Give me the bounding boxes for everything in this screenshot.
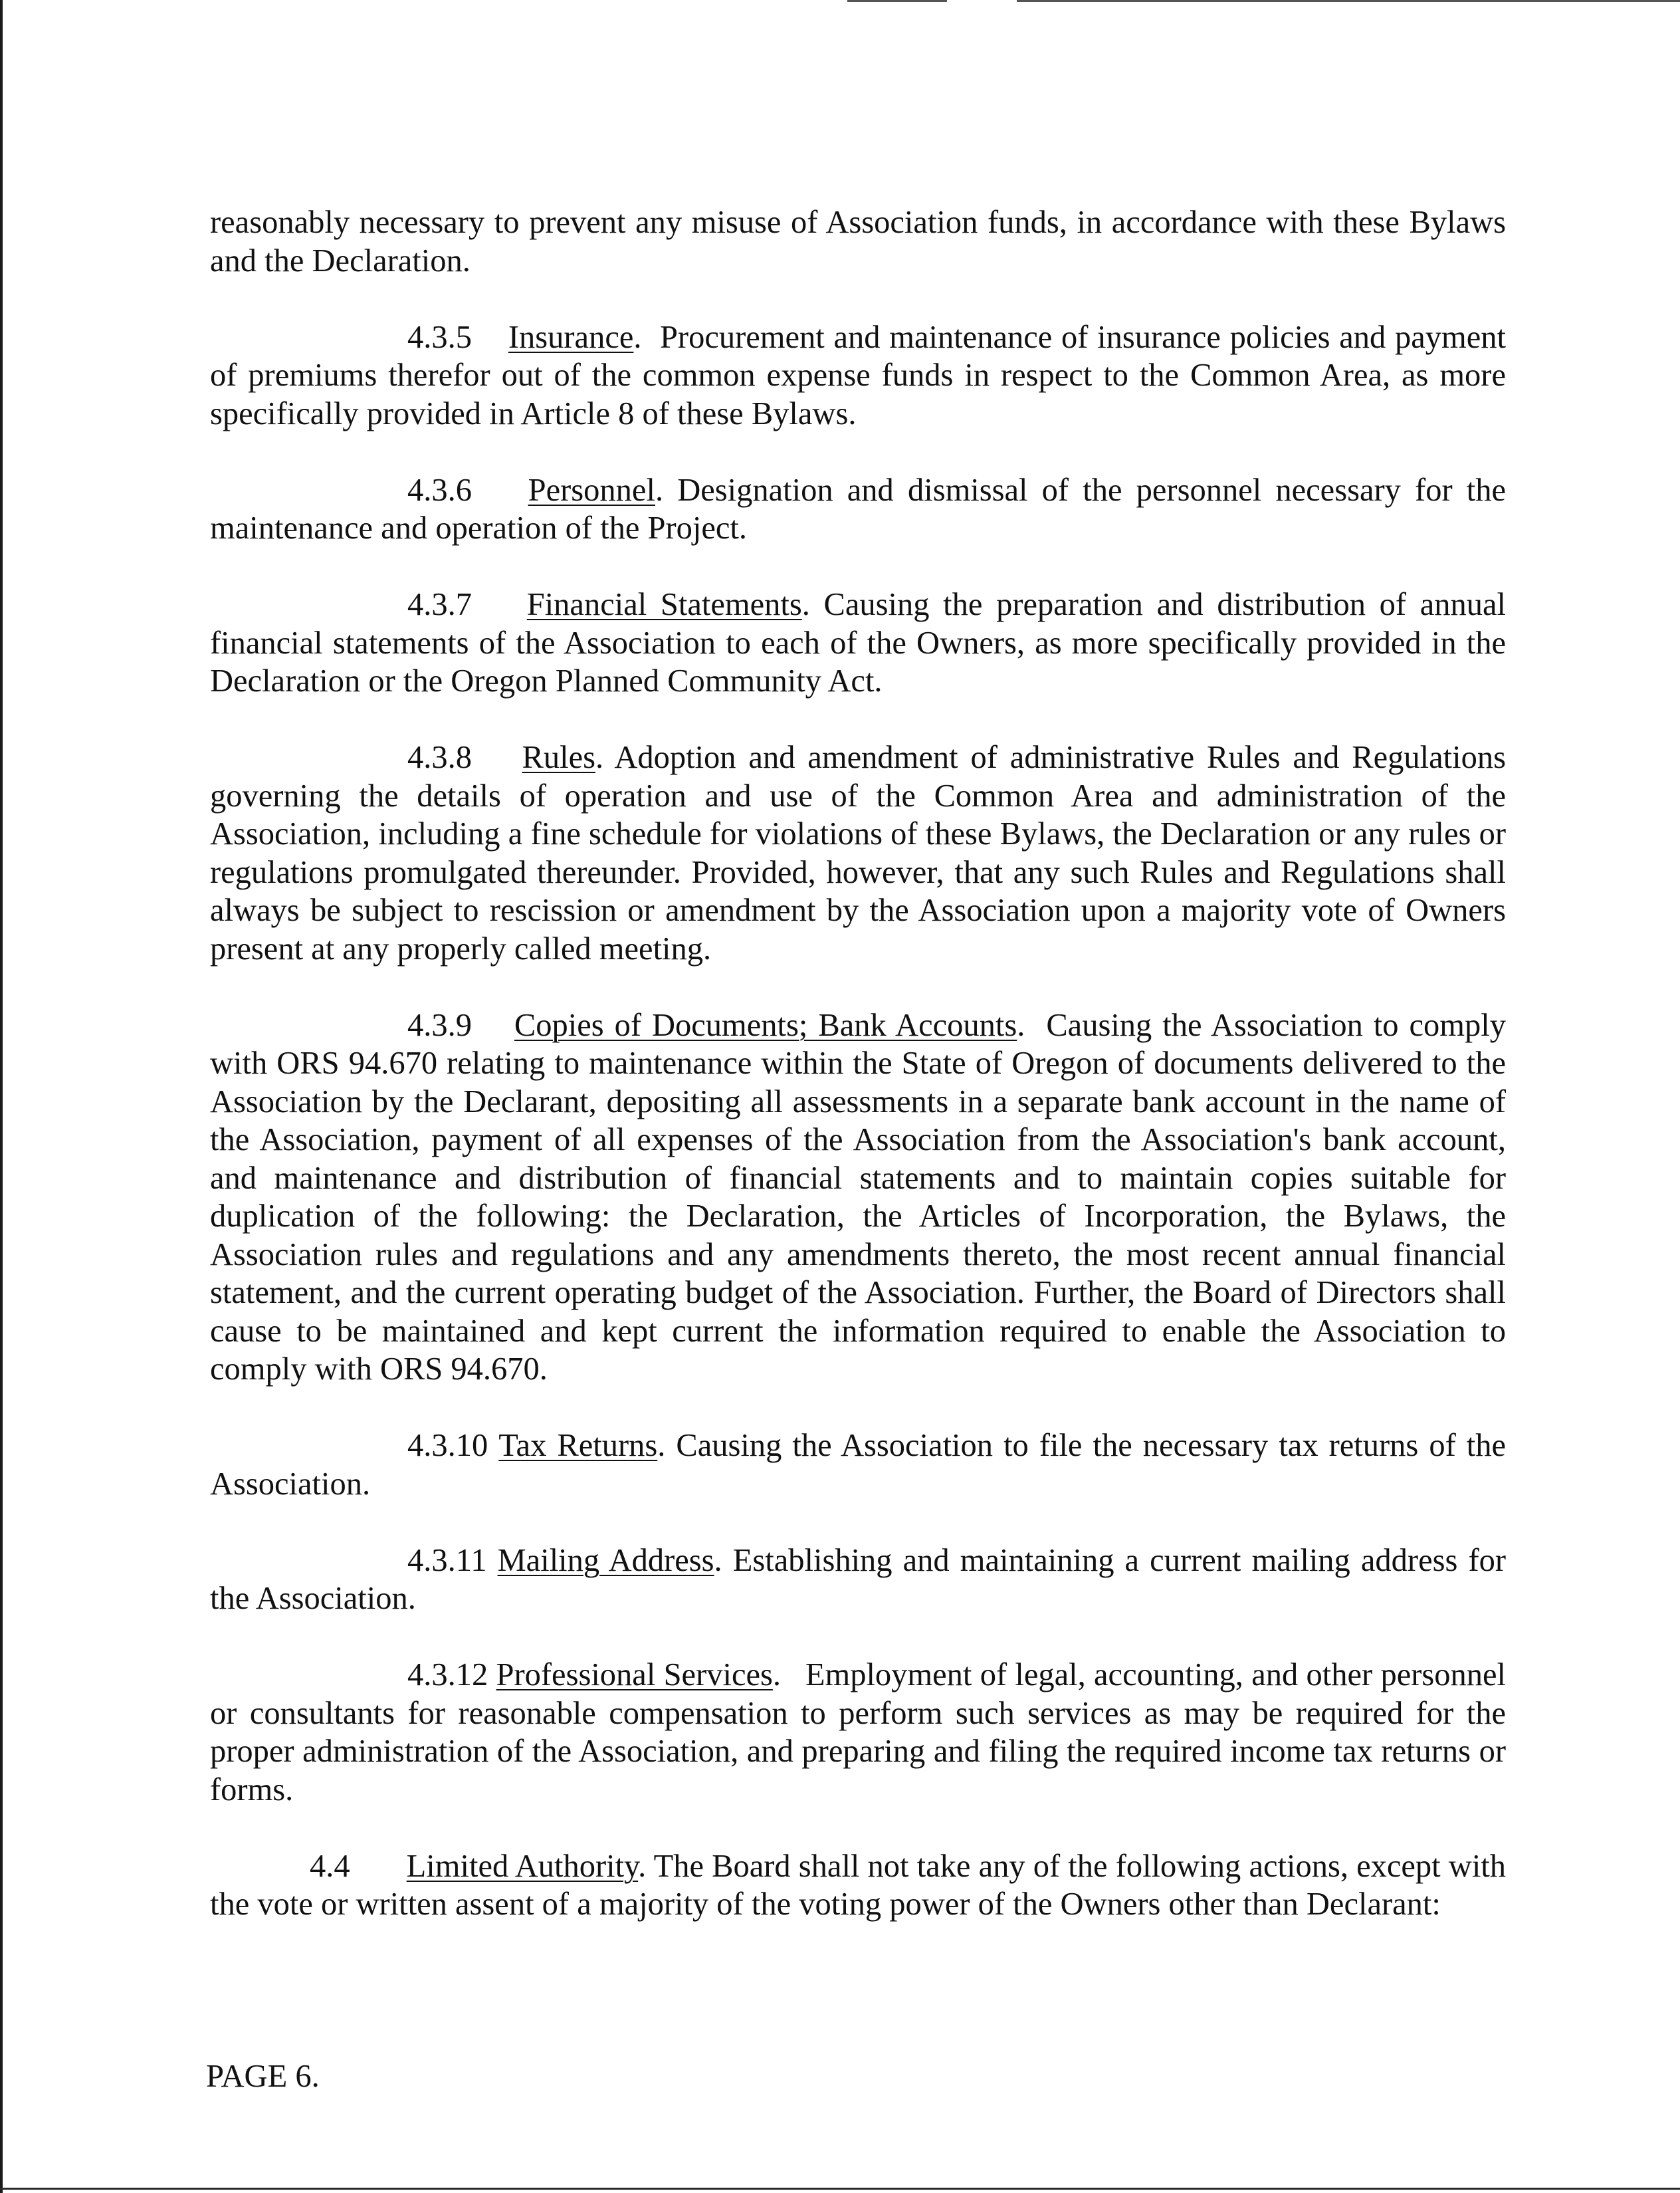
- section-number: 4.3.9: [407, 1007, 472, 1043]
- section-text: Causing the preparation and distribution of annual financial statements of the Association to each of the Owners, as more specifically provided in the Declaration or the Oregon Planned Community Act.: [210, 587, 1506, 699]
- page-footer: PAGE 6.: [206, 2059, 320, 2094]
- section-text: Causing the Association to file the necessary tax returns of the Association.: [210, 1428, 1507, 1502]
- section-4-3-5: 4.3.5 Insurance. Procurement and maintenance of insurance policies and payment of premiums therefor out of the common expense funds in respect to the Common Area, as more specifically provided in Article 8 of these Bylaws.: [210, 319, 1506, 431]
- scan-edge-bottom: [0, 2188, 1680, 2190]
- section-heading: Mailing Address: [497, 1542, 714, 1578]
- scan-top-mark: [1017, 0, 1680, 2]
- section-heading: Professional Services: [496, 1657, 773, 1692]
- section-4-3-12: 4.3.12 Professional Services. Employment of legal, accounting, and other personnel or consultants for reasonable compensation to perform such services as may be required for the proper administration of the Association, and preparing and filing the required income tax returns or forms.: [210, 1657, 1506, 1807]
- continuation-paragraph: reasonably necessary to prevent any misuse of Association funds, in accordance with these Bylaws and the Declaration.: [210, 205, 1506, 279]
- document-body: [210, 203, 1506, 1962]
- section-4-3-8: 4.3.8 Rules. Adoption and amendment of administrative Rules and Regulations governing the details of operation and use of the Common Area and administration of the Association, including a fine schedule for violations of these Bylaws, the Declaration or any rules or regulations promulgated thereunder. Provided, however, that any such Rules and Regulations shall always be subject to rescission or amendment by the Association upon a majority vote of Owners present at any properly called meeting.: [210, 740, 1506, 967]
- section-4-3-7: 4.3.7 Financial Statements. Causing the preparation and distribution of annual financial statements of the Association to each of the Owners, as more specifically provided in the Declaration or the Oregon Planned Community Act.: [210, 587, 1506, 699]
- section-text: Employment of legal, accounting, and other personnel or consultants for reasonable compensation to perform such services as may be required for the proper administration of the Association, and preparing and filing the required income tax returns or forms.: [210, 1657, 1506, 1807]
- section-text: Causing the Association to comply with ORS 94.670 relating to maintenance within the State of Oregon of documents delivered to the Association by the Declarant, depositing all assessments in a separate bank account in the name of the Association, payment of all expenses of the Association from the Association's bank account, and maintenance and distribution of financial statements and to maintain copies suitable for duplication of the following: the Declaration, the Articles of Incorporation, the Bylaws, the Association rules and regulations and any amendments thereto, the most recent annual financial statement, and the current operating budget of the Association. Further, the Board of Directors shall cause to be maintained and kept current the information required to enable the Association to comply with ORS 94.670.: [210, 1007, 1507, 1387]
- section-heading: Tax Returns: [498, 1428, 658, 1463]
- section-4-3-9: 4.3.9 Copies of Documents; Bank Accounts. Causing the Association to comply with ORS 94.670 relating to maintenance within the State of Oregon of documents delivered to the Association by the Declarant, depositing all assessments in a separate bank account in the name of the Association, payment of all expenses of the Association from the Association's bank account, and maintenance and distribution of financial statements and to maintain copies suitable for duplication of the following: the Declaration, the Articles of Incorporation, the Bylaws, the Association rules and regulations and any amendments thereto, the most recent annual financial statement, and the current operating budget of the Association. Further, the Board of Directors shall cause to be maintained and kept current the information required to enable the Association to comply with ORS 94.670.: [210, 1007, 1507, 1387]
- section-4-3-11: 4.3.11 Mailing Address. Establishing and maintaining a current mailing address for the Association.: [210, 1542, 1507, 1616]
- section-number: 4.3.5: [407, 319, 472, 355]
- section-heading: Financial Statements: [526, 587, 802, 622]
- section-text: Establishing and maintaining a current mailing address for the Association.: [210, 1542, 1507, 1616]
- section-number: 4.3.12: [407, 1657, 488, 1692]
- section-text: Designation and dismissal of the personnel necessary for the maintenance and operation of the Project.: [210, 472, 1507, 546]
- section-text: Procurement and maintenance of insurance policies and payment of premiums therefor out of the common expense funds in respect to the Common Area, as more specifically provided in Article 8 of these Bylaws.: [210, 319, 1506, 431]
- section-number: 4.3.7: [407, 587, 472, 622]
- section-text: Adoption and amendment of administrative Rules and Regulations governing the details of operation and use of the Common Area and administration of the Association, including a fine schedule for violations of these Bylaws, the Declaration or any rules or regulations promulgated thereunder. Provided, however, that any such Rules and Regulations shall always be subject to rescission or amendment by the Association upon a majority vote of Owners present at any properly called meeting.: [210, 740, 1506, 967]
- section-heading: Insurance: [508, 319, 634, 355]
- section-4-3-10: 4.3.10 Tax Returns. Causing the Association to file the necessary tax returns of the Association.: [210, 1428, 1507, 1502]
- section-heading: Rules: [522, 740, 595, 775]
- scan-top-mark: [847, 0, 947, 2]
- section-4-3-6: 4.3.6 Personnel. Designation and dismissal of the personnel necessary for the maintenance and operation of the Project.: [210, 472, 1507, 546]
- section-heading: Copies of Documents; Bank Accounts: [514, 1007, 1017, 1043]
- scan-edge-left: [0, 0, 3, 2193]
- section-heading: Limited Authority: [406, 1848, 639, 1884]
- section-number: 4.3.11: [407, 1542, 487, 1578]
- section-heading: Personnel: [528, 472, 655, 508]
- section-text: The Board shall not take any of the following actions, except with the vote or written assent of a majority of the voting power of the Owners other than Declarant:: [210, 1848, 1507, 1922]
- section-number: 4.3.6: [407, 472, 472, 508]
- section-number: 4.3.10: [407, 1428, 488, 1463]
- section-number: 4.3.8: [407, 740, 472, 775]
- section-number: 4.4: [310, 1848, 350, 1884]
- section-4-4: 4.4 Limited Authority. The Board shall not take any of the following actions, except with the vote or written assent of a majority of the voting power of the Owners other than Declarant:: [210, 1848, 1507, 1922]
